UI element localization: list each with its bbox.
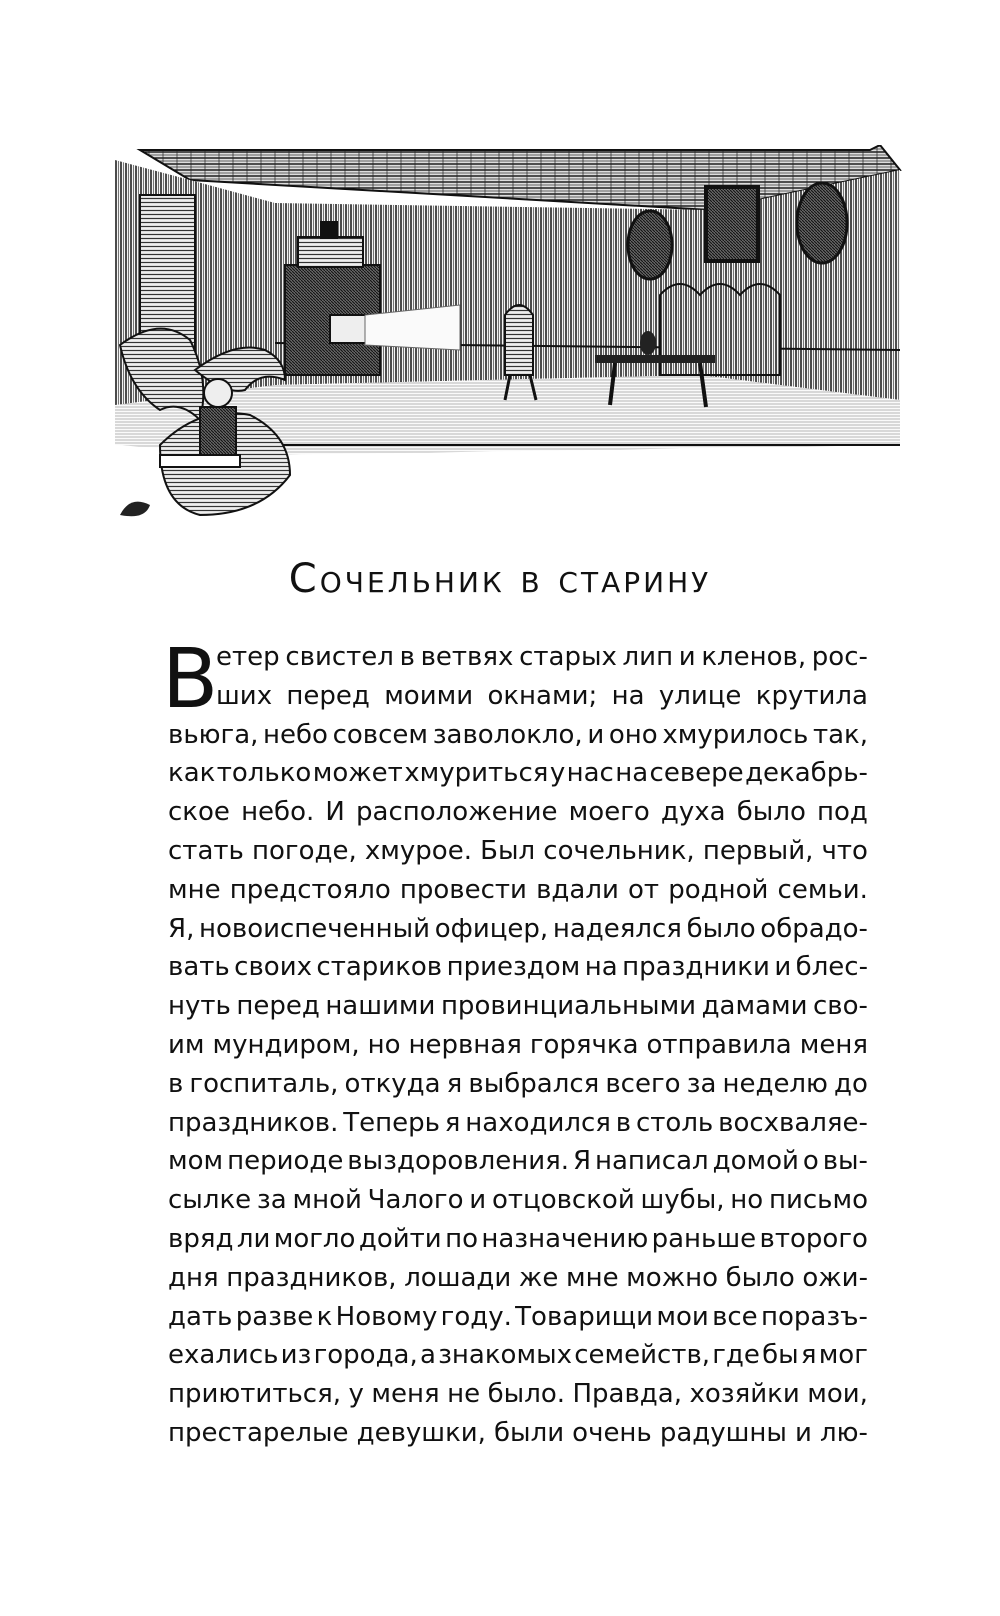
text-line: праздников. Теперь я находился в столь восхваляе- <box>168 1107 868 1138</box>
text-line: ших перед моими окнами; на улице крутила <box>216 680 868 711</box>
text-line: вать своих стариков приездом на праздники и блес- <box>168 952 868 983</box>
chapter-illustration <box>100 145 910 545</box>
text-line: ехались из города, а знакомых семейств, где бы я мог <box>168 1340 868 1371</box>
text-line: стать погоде, хмурое. Был сочельник, первый, что <box>168 835 868 866</box>
text-line: в госпиталь, откуда я выбрался всего за неделю до <box>168 1068 868 1099</box>
text-line: нуть перед нашими провинциальными дамами сво- <box>168 991 868 1022</box>
text-line: ское небо. И расположение моего духа было под <box>168 797 868 828</box>
text-line: престарелые девушки, были очень радушны и лю- <box>168 1417 868 1448</box>
body-text <box>162 632 868 1453</box>
text-line: мом периоде выздоровления. Я написал домой о вы- <box>168 1146 868 1177</box>
text-line: дать разве к Новому году. Товарищи мои все поразъ- <box>168 1301 868 1332</box>
chapter-title: Сочельник в старину <box>288 556 712 602</box>
text-line: дня праздников, лошади же мне можно было ожи- <box>168 1262 868 1293</box>
text-line: как только может хмуриться у нас на севере декабрь- <box>168 758 868 789</box>
engraving-old-room-icon <box>100 145 910 545</box>
text-line: сылке за мной Чалого и отцовской шубы, но письмо <box>168 1185 868 1216</box>
text-line: Я, новоиспеченный офицер, надеялся было обрадо- <box>168 913 868 944</box>
text-line: мне предстояло провести вдали от родной семьи. <box>168 874 868 905</box>
text-line: вряд ли могло дойти по назначению раньше второго <box>168 1223 868 1254</box>
text-line: вьюга, небо совсем заволокло, и оно хмурилось так, <box>168 719 868 750</box>
text-line: етер свистел в ветвях старых лип и кленов, рос- <box>216 642 868 672</box>
text-line: приютиться, у меня не было. Правда, хозяйки мои, <box>168 1379 868 1410</box>
drop-cap: В <box>162 632 219 727</box>
text-line: им мундиром, но нервная горячка отправила меня <box>168 1029 868 1060</box>
